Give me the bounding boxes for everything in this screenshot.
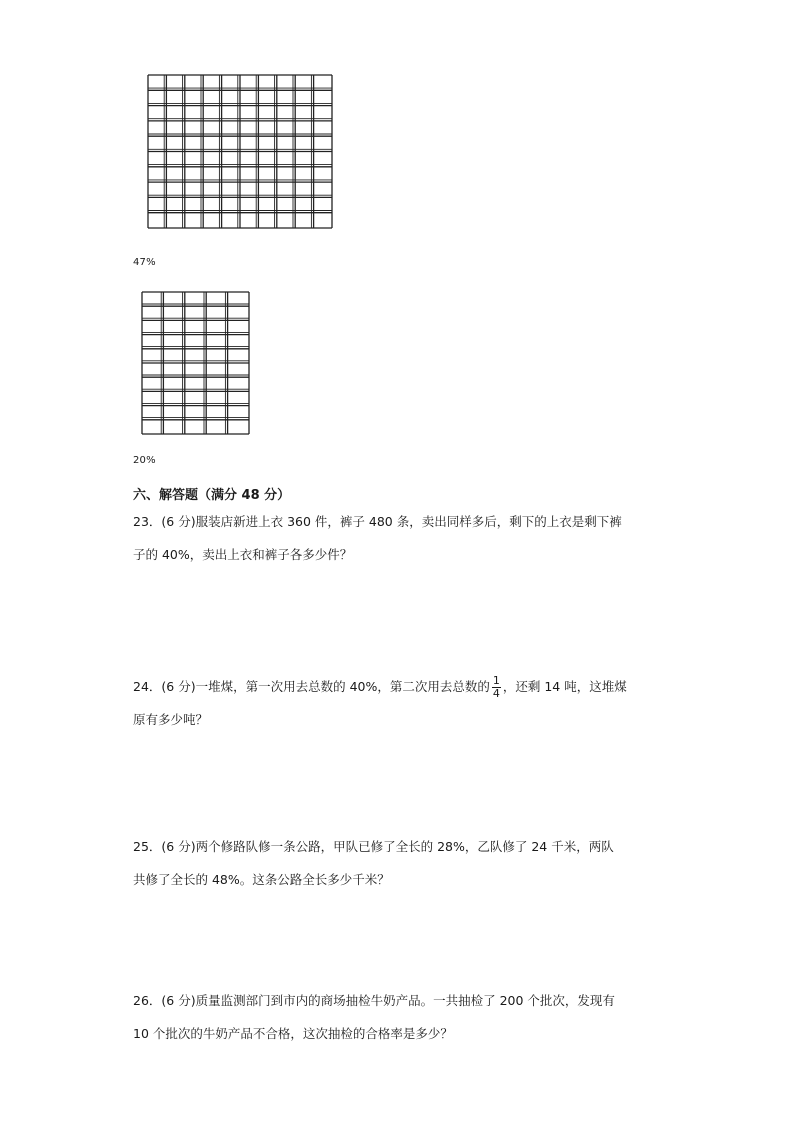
grid-figure-10x5 <box>140 290 251 436</box>
question-23-line-1 <box>133 505 673 538</box>
question-23-line-2: 子的 40%，卖出上衣和裤子各多少件？ <box>133 547 353 562</box>
question-text: 两个修路队修一条公路，甲队已修了全长的 28%，乙队修了 24 千米，两队 <box>195 839 614 854</box>
question-26 <box>133 984 673 1050</box>
grid-10x5-drawing <box>140 290 251 436</box>
fraction-denominator: 4 <box>492 687 500 700</box>
question-number: 26． <box>133 993 162 1008</box>
question-25-line-1 <box>133 830 673 863</box>
question-text: ，还剩 14 吨，这堆煤 <box>502 679 627 694</box>
question-number: 25． <box>133 839 162 854</box>
question-25-line-2: 共修了全长的 48%。这条公路全长多少千米？ <box>133 872 390 887</box>
question-score: (6 分) <box>161 993 196 1008</box>
question-25 <box>133 830 673 896</box>
question-score: (6 分) <box>161 839 196 854</box>
grid-10x10-drawing <box>146 73 334 230</box>
fraction-one-quarter <box>492 675 501 700</box>
question-text: 一堆煤，第一次用去总数的 40%，第二次用去总数的 <box>195 679 490 694</box>
fraction-numerator: 1 <box>492 674 500 687</box>
question-24-line-1 <box>133 670 673 703</box>
question-26-line-2: 10 个批次的牛奶产品不合格，这次抽检的合格率是多少？ <box>133 1026 453 1041</box>
grid-caption-20: 20% <box>133 455 156 466</box>
question-23 <box>133 505 673 571</box>
question-number: 23． <box>133 514 162 529</box>
question-score: (6 分) <box>161 514 196 529</box>
question-text: 质量监测部门到市内的商场抽检牛奶产品。一共抽检了 200 个批次，发现有 <box>195 993 615 1008</box>
question-score: (6 分) <box>161 679 196 694</box>
question-text: 服装店新进上衣 360 件，裤子 480 条，卖出同样多后，剩下的上衣是剩下裤 <box>195 514 622 529</box>
grid-caption-47: 47% <box>133 257 156 268</box>
question-26-line-1 <box>133 984 673 1017</box>
question-number: 24． <box>133 679 162 694</box>
question-24-line-2: 原有多少吨？ <box>133 712 209 727</box>
section-title: 六、解答题（满分 48 分） <box>133 488 291 503</box>
grid-figure-10x10 <box>146 73 334 230</box>
question-24 <box>133 670 673 736</box>
